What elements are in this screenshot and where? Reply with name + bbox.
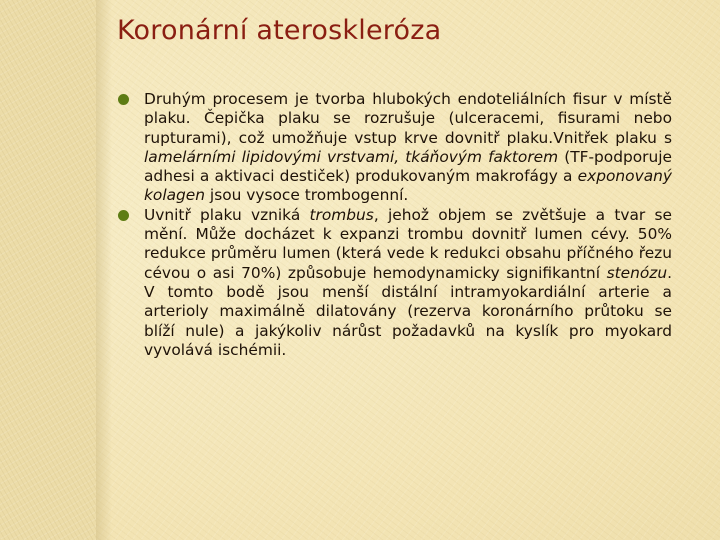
text-run: Uvnitř plaku vzniká [144, 205, 310, 224]
bullet-text [144, 206, 672, 360]
italic-run: trombus [309, 205, 374, 224]
bullet-text [144, 90, 672, 206]
italic-run: exponovaný kolagen [144, 167, 672, 205]
text-run: . V tomto bodě jsou menší distální intramyokardiální arterie a arterioly maximálně dilatovány (rezerva koronárního průtoku se blíží nule) a jakýkoliv nárůst požadavků na kyslík pro myokard vyvolává ischémii. [144, 263, 672, 359]
bullet-dot-icon [118, 94, 129, 105]
text-run: (TF-podporuje adhesi a aktivaci destiček) produkovaným makrofágy a [144, 147, 673, 186]
text-run: jsou vysoce trombogenní. [205, 186, 409, 205]
bullet-item [118, 206, 672, 360]
side-panel-edge [96, 0, 112, 540]
text-run: Druhým procesem je tvorba hlubokých endoteliálních fisur v místě plaku. Čepička plaku se rozrušuje (ulceracemi, fisurami nebo rupturami), což umožňuje vstup krve dovnitř plaku.Vnitřek plaku s [144, 90, 672, 147]
decorative-side-panel [0, 0, 96, 540]
bullet-item [118, 90, 672, 206]
italic-run: lamelárními lipidovými vrstvami, tkáňovým faktorem [144, 147, 559, 166]
bullet-dot-icon [118, 210, 129, 221]
slide-title: Koronární ateroskleróza [117, 15, 442, 46]
text-run: , jehož objem se zvětšuje a tvar se mění. Může docházet k expanzi trombu dovnitř lumen cévy. 50% redukce průměru lumen (která vede k redukci obsahu příčného řezu cévou o asi 70%) způsobuje hemodynamicky signifikantní [144, 205, 672, 282]
italic-run: stenózu [606, 263, 668, 282]
slide-content [118, 90, 672, 360]
